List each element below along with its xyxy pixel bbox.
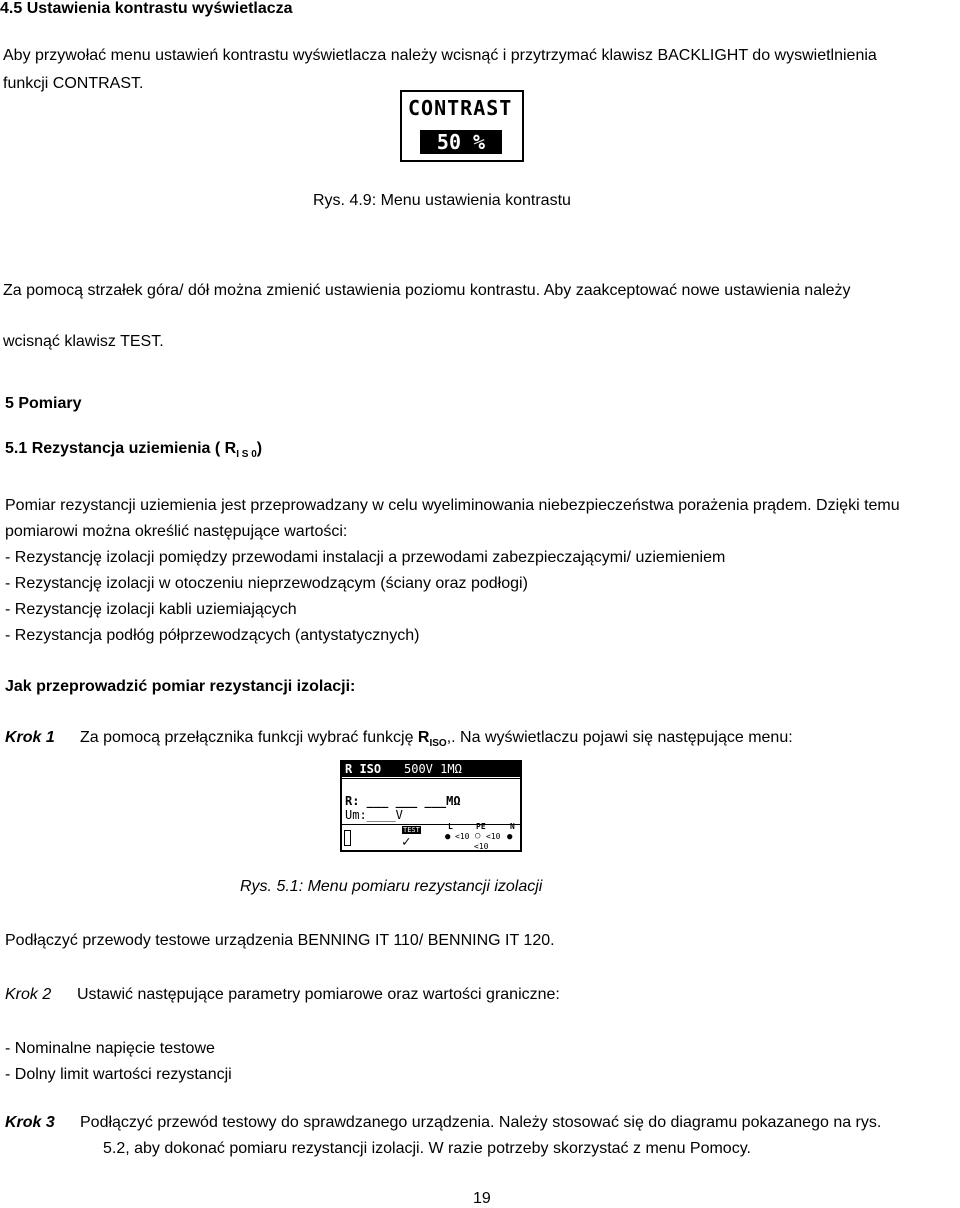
paragraph-line: wcisnąć klawisz TEST. [3,333,164,350]
step-text-part: Za pomocą przełącznika funkcji wybrać funkcję [80,729,418,746]
paragraph-line: Pomiar rezystancji uziemienia jest przeprowadzany w celu wyeliminowania niebezpieczeństwa porażenia prądem. Dzięki temu [5,497,900,514]
riso-display-header [342,762,520,777]
lt10-label: <10 [455,832,470,841]
l-label: L [448,822,453,831]
list-item: - Rezystancję izolacji w otoczeniu nieprzewodzącym (ściany oraz podłogi) [5,575,528,592]
riso-header-left: R ISO [345,762,382,776]
step-text-bold: R [417,729,430,746]
paragraph-line: pomiarowi można określić następujące wartości: [5,523,348,540]
sub-heading-suffix: ) [256,440,263,457]
paragraph-line: Podłączyć przewody testowe urządzenia BENNING IT 110/ BENNING IT 120. [5,932,555,949]
section-heading: 5 Pomiary [5,395,82,412]
contrast-display-value: 50 % [420,130,502,154]
step-text: Podłączyć przewód testowy do sprawdzanego urządzenia. Należy stosować się do diagramu pokazanego na rys. [80,1114,882,1131]
list-item: - Rezystancję izolacji pomiędzy przewodami instalacji a przewodami zabezpieczającymi/ uziemieniem [5,549,726,566]
step-text-part: ,. Na wyświetlaczu pojawi się następujące menu: [446,729,793,746]
step-text [80,729,793,749]
terminal-dot-icon: ● [507,832,513,842]
sub-heading [5,440,262,460]
riso-resistance-line: R: ___ ___ ___MΩ [345,794,461,808]
contrast-display-title: CONTRAST [408,96,513,120]
step-text-subscript: ISO [429,738,447,750]
riso-display [340,760,522,852]
terminal-dot-icon: ● [445,832,451,842]
sub-heading-subscript: I S 0 [236,449,257,461]
terminal-ring-icon: ○ [475,831,481,841]
figure-caption: Rys. 4.9: Menu ustawienia kontrastu [313,192,571,209]
battery-icon [344,830,351,846]
riso-header-right: 500V 1MΩ [404,762,462,776]
list-item: - Nominalne napięcie testowe [5,1040,215,1057]
figure-caption: Rys. 5.1: Menu pomiaru rezystancji izolacji [240,878,543,895]
list-item: - Rezystancję izolacji kabli uziemiających [5,601,297,618]
section-heading: 4.5 Ustawienia kontrastu wyświetlacza [0,0,293,17]
checkmark-icon: ✓ [402,834,411,850]
riso-voltage-line: Um:____V [345,808,403,822]
pe-label: PE [476,822,486,831]
list-item: - Rezystancja podłóg półprzewodzących (antystatycznych) [5,627,420,644]
step-text: Ustawić następujące parametry pomiarowe oraz wartości graniczne: [77,986,560,1003]
test-label: TEST [403,826,420,834]
paragraph-line: Aby przywołać menu ustawień kontrastu wyświetlacza należy wcisnąć i przytrzymać klawisz BACKLIGHT do wyswietlnienia [3,47,877,64]
list-item: - Dolny limit wartości rezystancji [5,1066,232,1083]
lt10-label: <10 [474,842,489,851]
contrast-display [400,90,524,162]
step-label: Krok 3 [5,1114,55,1131]
lt10-label: <10 [486,832,501,841]
page-number: 19 [473,1190,491,1207]
paragraph-line: funkcji CONTRAST. [3,75,144,92]
n-label: N [510,822,515,831]
howto-heading: Jak przeprowadzić pomiar rezystancji izolacji: [5,678,356,695]
step-label: Krok 1 [5,729,55,746]
sub-heading-text: 5.1 Rezystancja uziemienia ( R [5,440,237,457]
step-label: Krok 2 [5,986,52,1003]
paragraph-line: Za pomocą strzałek góra/ dół można zmienić ustawienia poziomu kontrastu. Aby zaakceptować nowe ustawienia należy [3,282,851,299]
step-text: 5.2, aby dokonać pomiaru rezystancji izolacji. W razie potrzeby skorzystać z menu Pomocy. [103,1140,751,1157]
